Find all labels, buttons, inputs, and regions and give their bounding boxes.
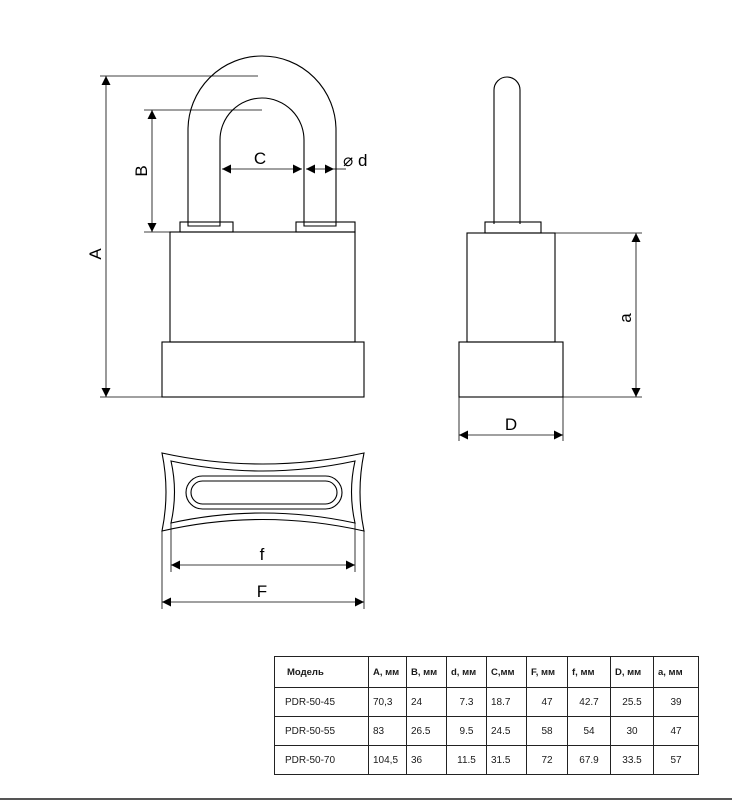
cell-A: 83 xyxy=(369,717,407,746)
cell-model: PDR-50-70 xyxy=(275,746,369,775)
side-view xyxy=(459,77,563,397)
cell-D: 33.5 xyxy=(611,746,654,775)
lock-body xyxy=(170,232,355,342)
cell-a: 47 xyxy=(654,717,699,746)
cell-d: 11.5 xyxy=(447,746,487,775)
cell-model: PDR-50-55 xyxy=(275,717,369,746)
header-f: f, мм xyxy=(568,657,611,688)
cell-F: 58 xyxy=(527,717,568,746)
cell-B: 36 xyxy=(407,746,447,775)
cell-a: 39 xyxy=(654,688,699,717)
cell-model: PDR-50-45 xyxy=(275,688,369,717)
header-a: a, мм xyxy=(654,657,699,688)
cell-d: 9.5 xyxy=(447,717,487,746)
label-B: B xyxy=(132,165,151,177)
cell-F: 72 xyxy=(527,746,568,775)
label-d: ⌀ d xyxy=(343,151,368,170)
header-A: A, мм xyxy=(369,657,407,688)
table-row xyxy=(275,717,699,746)
table-header-row xyxy=(275,657,699,688)
label-A: A xyxy=(86,248,105,260)
header-F: F, мм xyxy=(527,657,568,688)
cell-F: 47 xyxy=(527,688,568,717)
cell-d: 7.3 xyxy=(447,688,487,717)
label-F: F xyxy=(256,582,268,601)
cell-C: 18.7 xyxy=(487,688,527,717)
cell-B: 26.5 xyxy=(407,717,447,746)
header-C: C,мм xyxy=(487,657,527,688)
lock-base xyxy=(162,342,364,397)
table-row xyxy=(275,746,699,775)
header-B: B, мм xyxy=(407,657,447,688)
cell-A: 70,3 xyxy=(369,688,407,717)
header-d: d, мм xyxy=(447,657,487,688)
label-f: f xyxy=(259,545,265,564)
shackle-collar-right xyxy=(296,222,355,232)
cell-f: 54 xyxy=(568,717,611,746)
dimensions-table xyxy=(274,656,699,775)
top-view xyxy=(162,453,364,531)
cell-f: 67.9 xyxy=(568,746,611,775)
cell-f: 42.7 xyxy=(568,688,611,717)
table-row xyxy=(275,688,699,717)
label-C: C xyxy=(253,149,267,168)
cell-D: 30 xyxy=(611,717,654,746)
side-shackle xyxy=(494,77,520,224)
side-base xyxy=(459,342,563,397)
cell-C: 24.5 xyxy=(487,717,527,746)
label-D: D xyxy=(504,415,518,434)
cell-a: 57 xyxy=(654,746,699,775)
side-collar xyxy=(485,222,541,233)
front-view xyxy=(162,56,364,397)
cell-D: 25.5 xyxy=(611,688,654,717)
shackle xyxy=(188,56,336,226)
header-model: Модель xyxy=(275,657,369,688)
top-inner-outline xyxy=(171,461,355,523)
side-body xyxy=(467,233,555,342)
label-a: a xyxy=(616,313,635,323)
cell-C: 31.5 xyxy=(487,746,527,775)
dimension-B xyxy=(144,110,262,232)
cell-B: 24 xyxy=(407,688,447,717)
header-D: D, мм xyxy=(611,657,654,688)
keyhole-slot-inner xyxy=(191,481,337,504)
dimension-A xyxy=(100,76,258,397)
cell-A: 104,5 xyxy=(369,746,407,775)
